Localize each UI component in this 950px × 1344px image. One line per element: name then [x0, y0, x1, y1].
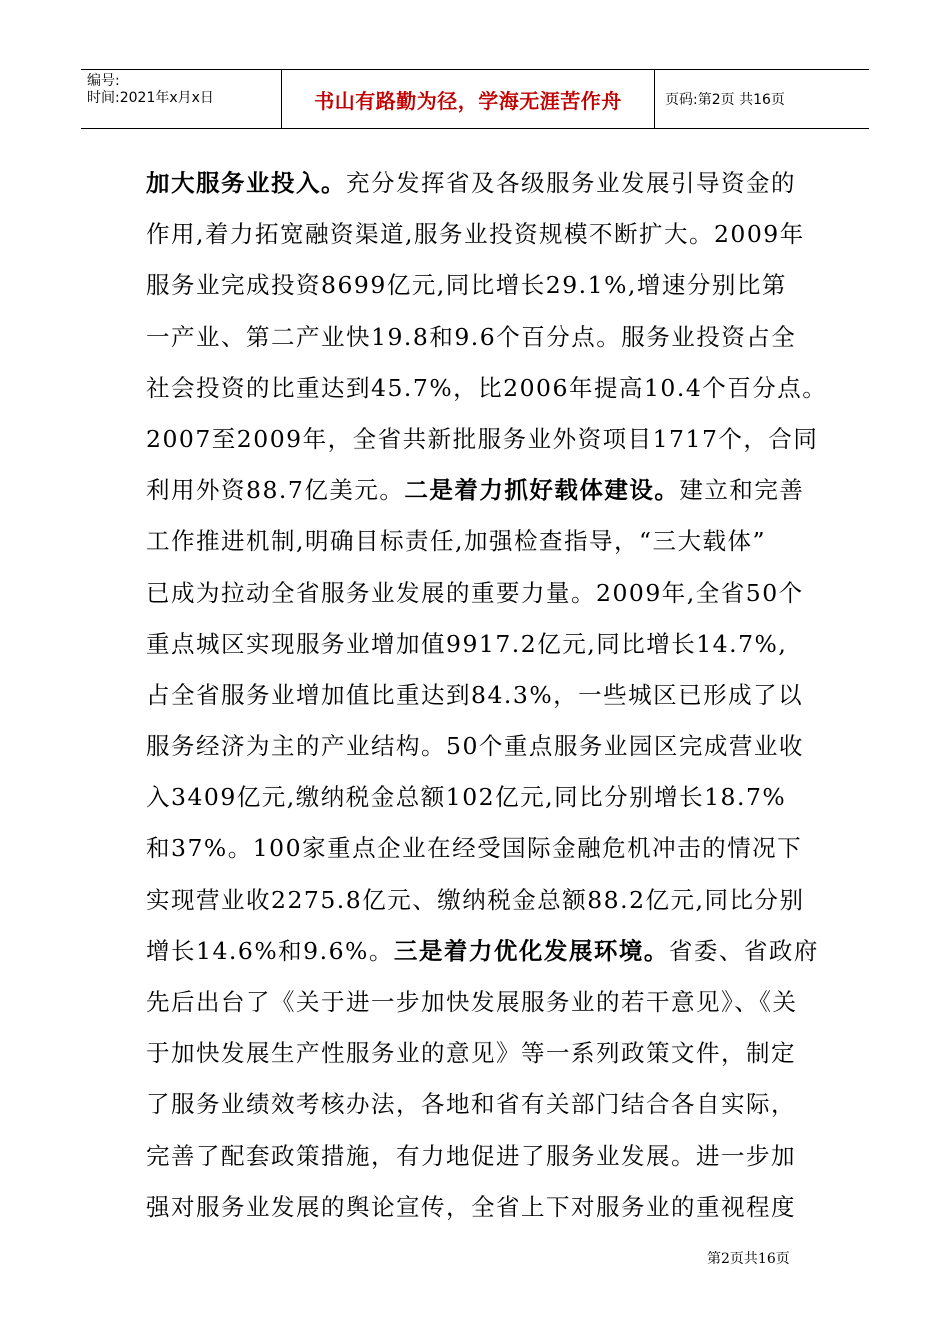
- header-motto: 书山有路勤为径，学海无涯苦作舟: [282, 70, 655, 128]
- bold-heading: 二是着力抓好载体建设。: [404, 476, 680, 505]
- bold-heading: 加大服务业投入。: [146, 169, 346, 197]
- text-line: [146, 875, 810, 926]
- text-line: [146, 516, 810, 567]
- time-label: 时间:2021年x月x日: [87, 90, 214, 106]
- text-span: 建立和完善: [679, 476, 805, 505]
- text-line: [146, 926, 819, 977]
- page-footer: 第2页共16页: [707, 1251, 790, 1267]
- text-span: 先后出台了《关于进一步加快发展服务业的若干意见》、《关: [146, 988, 798, 1016]
- text-span: 重点城区实现服务业增加值9917.2亿元,同比增长14.7%,: [146, 629, 788, 658]
- text-span: 省委、省政府: [668, 936, 819, 965]
- header-meta: [81, 70, 282, 128]
- text-span: 占全省服务业增加值比重达到84.3%，一些城区已形成了以: [146, 680, 804, 709]
- text-line: [146, 209, 810, 260]
- text-span: 于加快发展生产性服务业的意见》等一系列政策文件，制定: [146, 1039, 796, 1068]
- text-line: [146, 1079, 810, 1130]
- text-span: 服务业完成投资8699亿元,同比增长29.1%,增速分别比第: [146, 271, 787, 300]
- text-span: 入3409亿元,缴纳税金总额102亿元,同比分别增长18.7%: [146, 783, 787, 812]
- text-span: 强对服务业发展的舆论宣传，全省上下对服务业的重视程度: [146, 1192, 796, 1221]
- text-span: 2007至2009年，全省共新批服务业外资项目1717个，合同: [146, 424, 819, 453]
- text-span: 了服务业绩效考核办法，各地和省有关部门结合各自实际，: [146, 1090, 796, 1119]
- header-page-code: 页码:第2页 共16页: [665, 92, 785, 108]
- text-span: 实现营业收2275.8亿元、缴纳税金总额88.2亿元,同比分别: [146, 885, 805, 914]
- text-line: [146, 619, 810, 670]
- text-span: 服务经济为主的产业结构。50个重点服务业园区完成营业收: [146, 732, 804, 761]
- text-span: 和37%。100家重点企业在经受国际金融危机冲击的情况下: [146, 834, 803, 863]
- text-span: 增长14.6%和9.6%。: [146, 936, 394, 965]
- text-line: [146, 568, 810, 619]
- text-line: [146, 1028, 810, 1079]
- text-line: [146, 1182, 810, 1233]
- text-span: 完善了配套政策措施，有力地促进了服务业发展。进一步加: [146, 1141, 796, 1170]
- text-line: [146, 414, 819, 465]
- text-span: 已成为拉动全省服务业发展的重要力量。2009年,全省50个: [146, 578, 804, 607]
- number-label: 编号:: [87, 73, 120, 89]
- text-line: [146, 312, 810, 363]
- text-line: [146, 363, 828, 414]
- text-span: 工作推进机制,明确目标责任,加强检查指导，“三大载体”: [146, 527, 766, 556]
- text-line: [146, 465, 810, 516]
- text-span: 社会投资的比重达到45.7%，比2006年提高10.4个百分点。: [146, 373, 828, 402]
- text-line: [146, 772, 810, 823]
- text-span: 充分发挥省及各级服务业发展引导资金的: [346, 169, 796, 197]
- text-line: [146, 823, 810, 874]
- bold-heading: 三是着力优化发展环境。: [393, 936, 669, 965]
- text-line: [146, 260, 810, 311]
- document-body: [146, 158, 828, 1233]
- text-span: 利用外资88.7亿美元。: [146, 476, 405, 505]
- text-line: [146, 977, 810, 1028]
- text-line: [146, 670, 810, 721]
- text-line: [146, 158, 810, 209]
- text-span: 一产业、第二产业快19.8和9.6个百分点。服务业投资占全: [146, 322, 797, 351]
- text-line: [146, 721, 810, 772]
- text-line: [146, 1131, 810, 1182]
- page-header: [81, 69, 869, 129]
- text-span: 作用,着力拓宽融资渠道,服务业投资规模不断扩大。2009年: [146, 220, 805, 249]
